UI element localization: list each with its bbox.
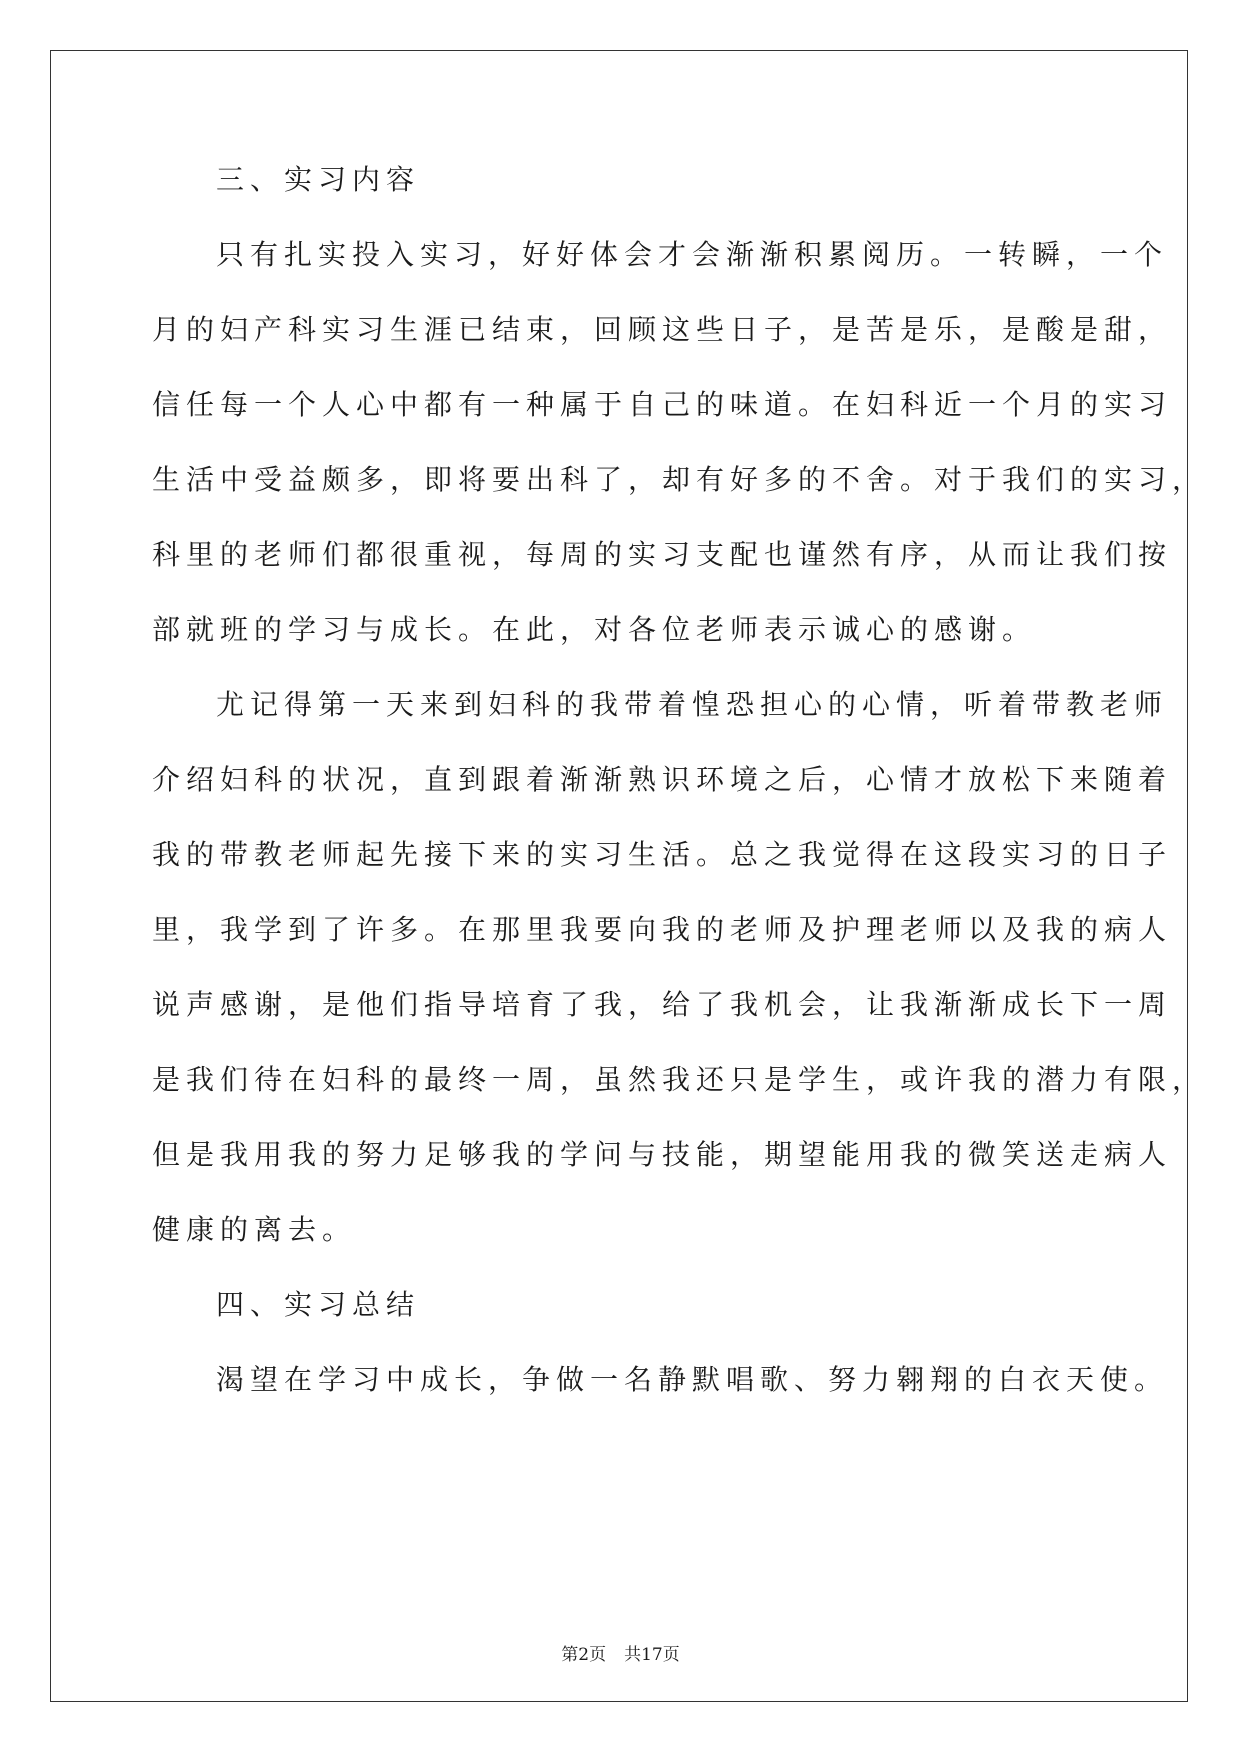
paragraph-line: 部就班的学习与成长。在此，对各位老师表示诚心的感谢。 — [152, 613, 1037, 646]
page-number: 第2页 — [561, 1645, 607, 1665]
paragraph-line: 尤记得第一天来到妇科的我带着惶恐担心的心情，听着带教老师 — [216, 688, 1169, 721]
paragraph-line: 只有扎实投入实习，好好体会才会渐渐积累阅历。一转瞬，一个 — [216, 238, 1169, 271]
paragraph-line: 生活中受益颇多，即将要出科了，却有好多的不舍。对于我们的实习， — [152, 463, 1207, 496]
page-footer — [0, 1640, 1241, 1665]
paragraph-line: 里，我学到了许多。在那里我要向我的老师及护理老师以及我的病人 — [152, 913, 1173, 946]
paragraph-line: 信任每一个人心中都有一种属于自己的味道。在妇科近一个月的实习 — [152, 388, 1173, 421]
section-heading-summary: 四、实习总结 — [216, 1288, 421, 1321]
paragraph-line: 月的妇产科实习生涯已结束，回顾这些日子，是苦是乐，是酸是甜， — [152, 313, 1173, 346]
page-total: 共17页 — [624, 1645, 680, 1665]
section-heading-content: 三、实习内容 — [216, 163, 421, 196]
paragraph-line: 科里的老师们都很重视，每周的实习支配也谨然有序，从而让我们按 — [152, 538, 1173, 571]
paragraph-line: 是我们待在妇科的最终一周，虽然我还只是学生，或许我的潜力有限， — [152, 1063, 1207, 1096]
paragraph-line: 渴望在学习中成长，争做一名静默唱歌、努力翱翔的白衣天使。 — [216, 1363, 1169, 1396]
paragraph-line: 健康的离去。 — [152, 1213, 357, 1246]
document-body — [152, 162, 1207, 1437]
paragraph-line: 介绍妇科的状况，直到跟着渐渐熟识环境之后，心情才放松下来随着 — [152, 763, 1173, 796]
paragraph-line: 说声感谢，是他们指导培育了我，给了我机会，让我渐渐成长下一周 — [152, 988, 1173, 1021]
paragraph-line: 但是我用我的努力足够我的学问与技能，期望能用我的微笑送走病人 — [152, 1138, 1173, 1171]
paragraph-line: 我的带教老师起先接下来的实习生活。总之我觉得在这段实习的日子 — [152, 838, 1173, 871]
